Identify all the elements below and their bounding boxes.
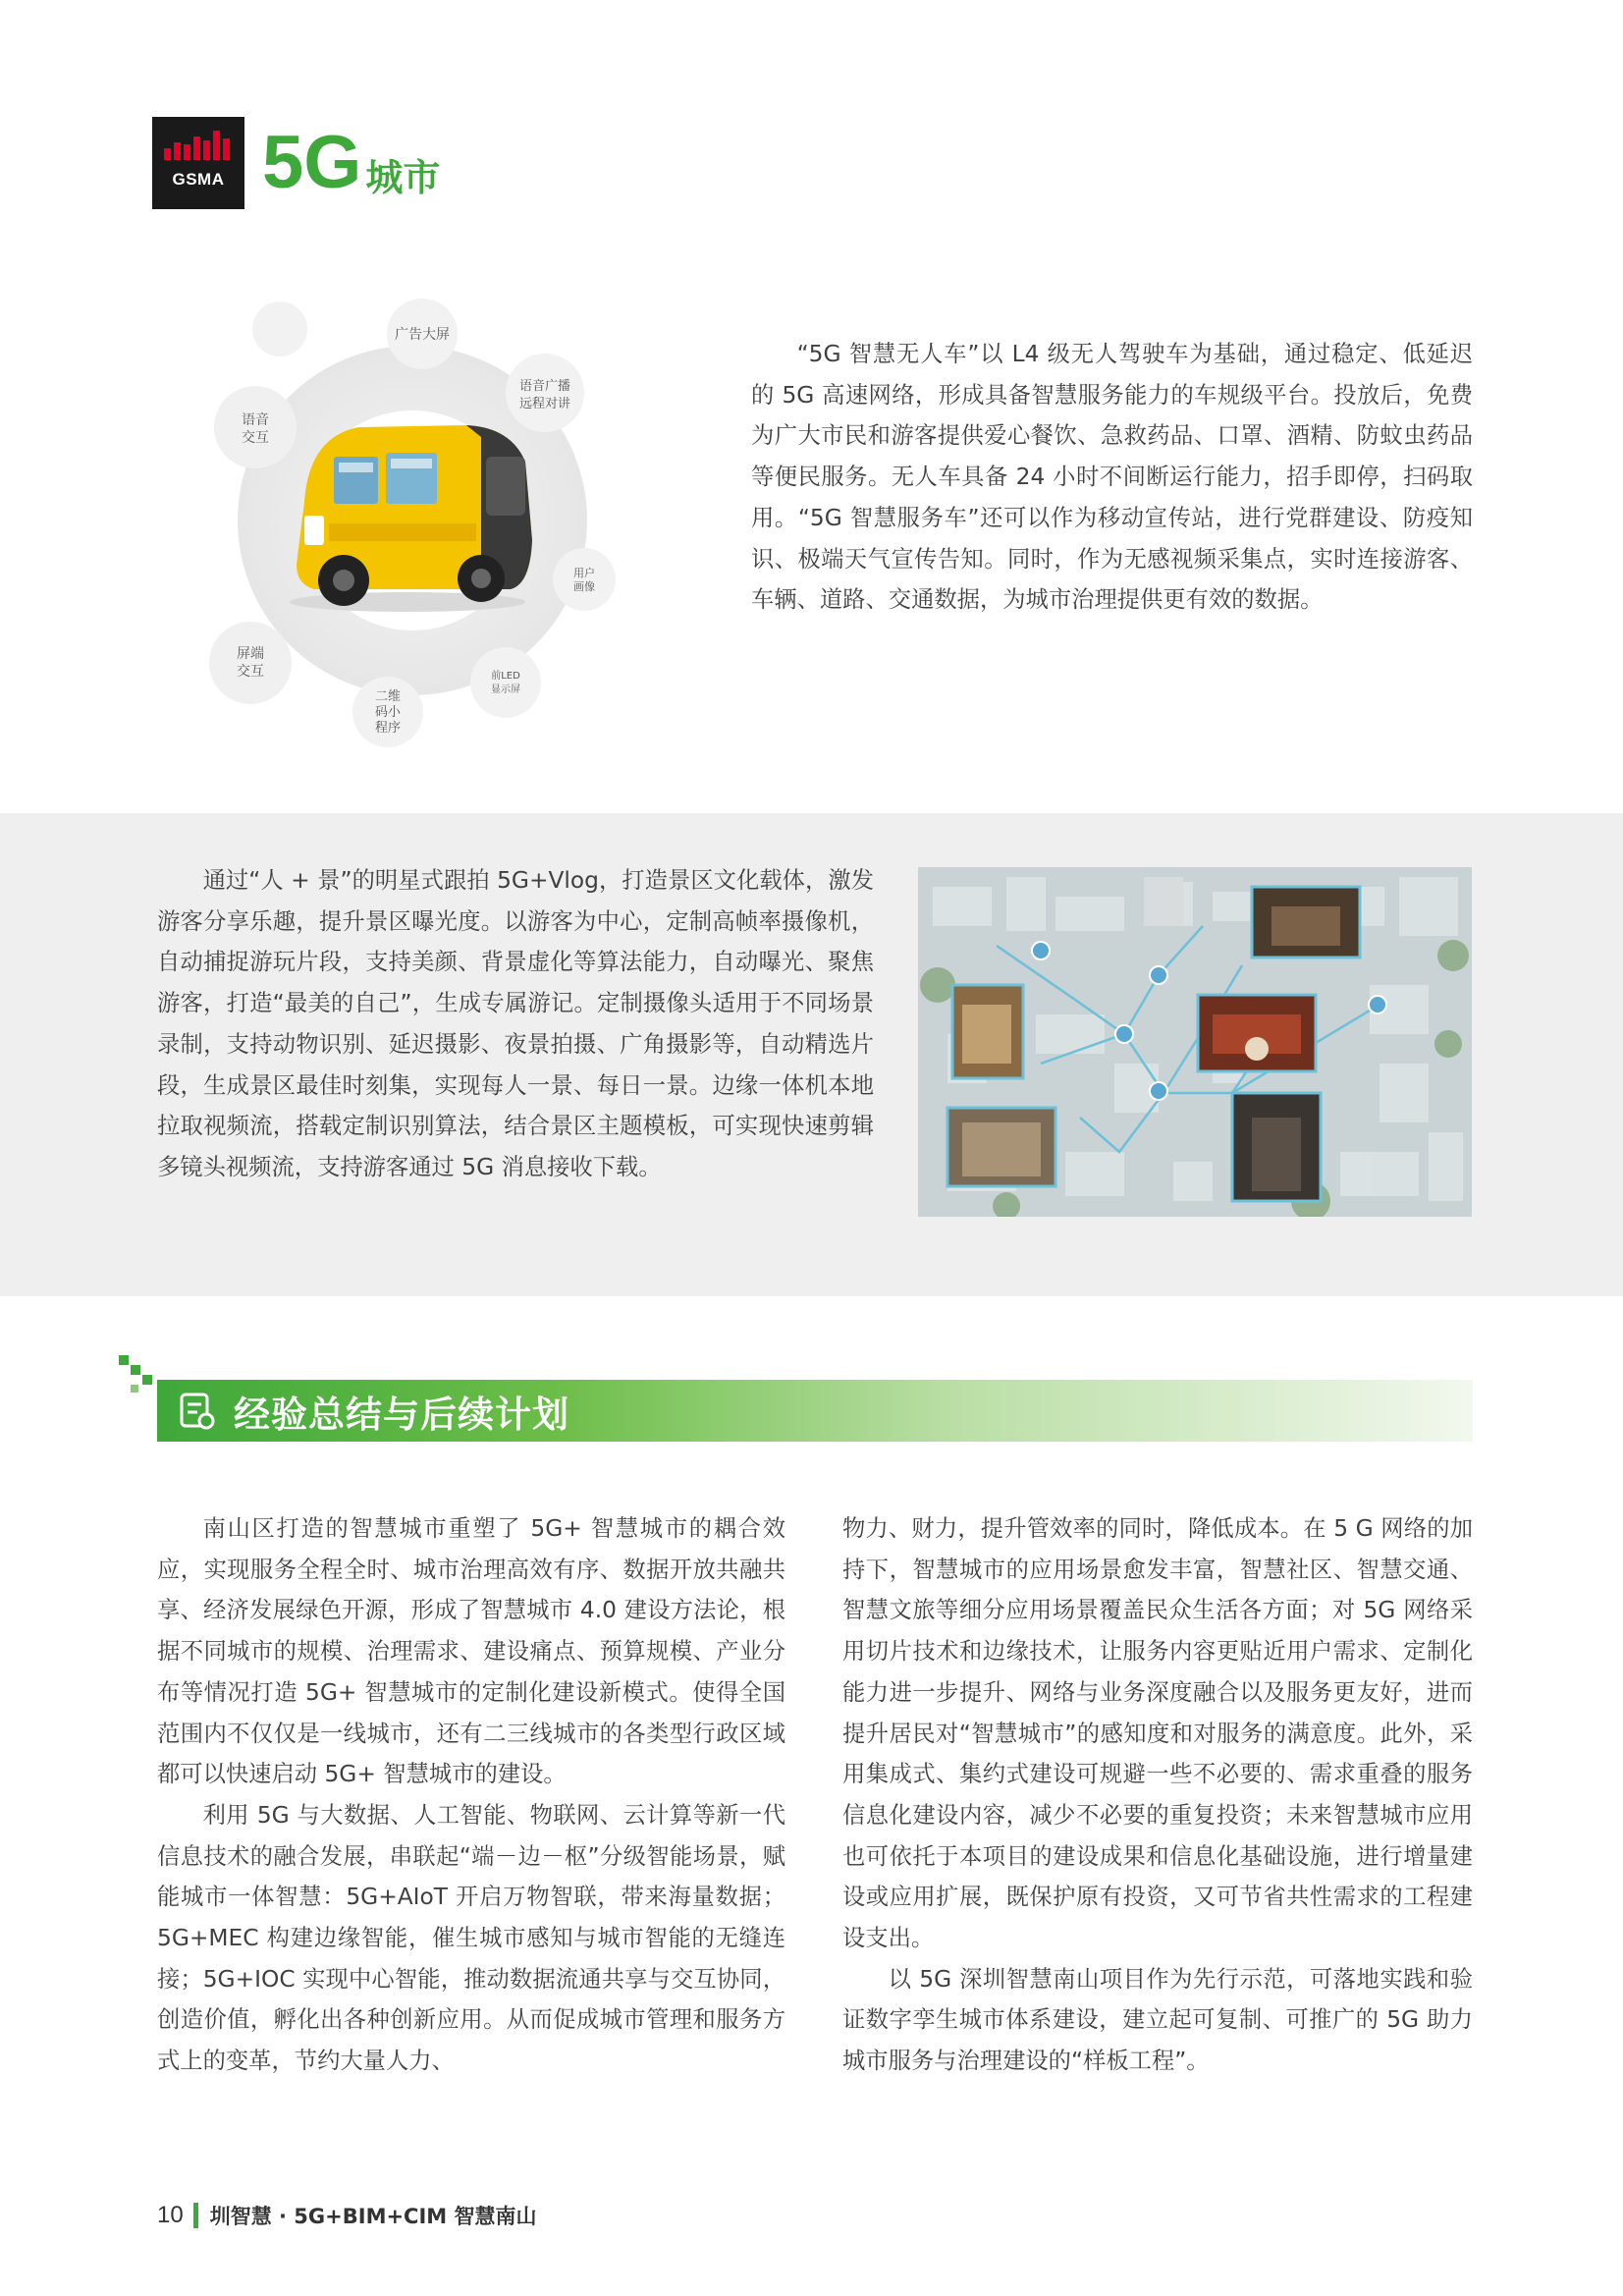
vlog-paragraph: 通过“人 + 景”的明星式跟拍 5G+Vlog，打造景区文化载体，激发游客分享乐趣，提升景区曝光度。以游客为中心，定制高帧率摄像机，自动捕捉游玩片段，支持美颜、背景虚化等算法能力，自动曝光、聚焦游客，打造“最美的自己”，生成专属游记。定制摄像头适用于不同场景录制，支持动物识别、延迟摄影、夜景拍摄、广角摄影等，自动精选片段，生成景区最佳时刻集，实现每人一景、每日一景。边缘一体机本地拉取视频流，搭载定制识别算法，结合景区主题模板，可实现快速剪辑多镜头视频流，支持游客通过 5G 消息接收下载。	[157, 867, 874, 1180]
label-voice-interact-1: 语音	[242, 412, 269, 428]
label-screen-interact-2: 交互	[237, 664, 264, 680]
footer-divider	[193, 2203, 198, 2228]
unmanned-vehicle-paragraph: “5G 智慧无人车”以 L4 级无人驾驶车为基础，通过稳定、低延迟的 5G 高速网络，形成具备智慧服务能力的车规级平台。投放后，免费为广大市民和游客提供爱心餐饮、急救药品、口罩、酒精、防蚊虫药品等便民服务。无人车具备 24 小时不间断运行能力，招手即停，扫码取用。“5G 智慧服务车”还可以作为移动宣传站，进行党群建设、防疫知识、极端天气宣传告知。同时，作为无感视频采集点，实时连接游客、车辆、道路、交通数据，为城市治理提供更有效的数据。	[751, 341, 1473, 614]
label-led-1: 前LED	[491, 671, 520, 682]
gsma-bars-icon	[162, 131, 235, 160]
bubble-user-portrait	[553, 548, 616, 611]
brand-5g: 5G	[262, 121, 362, 204]
brand-city: 城市	[365, 155, 441, 199]
label-voice-broadcast-2: 远程对讲	[518, 397, 571, 411]
summary-left-column	[157, 1508, 785, 2082]
label-qr-1: 二维	[374, 689, 402, 704]
label-ad-screen: 广告大屏	[395, 327, 450, 343]
label-qr-3: 程序	[374, 721, 402, 736]
document-summary-icon	[179, 1392, 216, 1431]
page-header	[152, 116, 440, 210]
gsma-logo	[152, 117, 244, 209]
section-header-bar	[157, 1380, 1473, 1442]
summary-right-paragraph-2: 以 5G 深圳智慧南山项目作为先行示范，可落地实践和验证数字孪生城市体系建设，建立起可复制、可推广的 5G 助力城市服务与治理建设的“样板工程”。	[842, 1965, 1473, 2075]
section-title: 经验总结与后续计划	[234, 1393, 569, 1436]
page-number: 10	[157, 2202, 184, 2228]
bubble-led	[470, 647, 541, 718]
summary-left-paragraph-1: 南山区打造的智慧城市重塑了 5G+ 智慧城市的耦合效应，实现服务全程全时、城市治理高效有序、数据开放共融共享、经济发展绿色开源，形成了智慧城市 4.0 建设方法论，根据不同城市的规模、治理需求、建设痛点、预算规模、产业分布等情况打造 5G+ 智慧城市的定制化建设新模式。使得全国范围内不仅仅是一线城市，还有二三线城市的各类型行政区域都可以快速启动 5G+ 智慧城市的建设。	[157, 1515, 785, 1788]
bubble-screen-interact	[209, 622, 292, 704]
scenic-area-map-image	[918, 867, 1472, 1217]
label-voice-broadcast-1: 语音广播	[518, 379, 571, 394]
unmanned-vehicle-diagram	[187, 290, 628, 751]
label-screen-interact-1: 屏端	[237, 646, 264, 662]
summary-right-paragraph-1: 物力、财力，提升管效率的同时，降低成本。在 5 G 网络的加持下，智慧城市的应用场景愈发丰富，智慧社区、智慧交通、智慧文旅等细分应用场景覆盖民众生活各方面；对 5G 网络采用切片技术和边缘技术，让服务内容更贴近用户需求、定制化能力进一步提升、网络与业务深度融合以及服务更友好，进而提升居民对“智慧城市”的感知度和对服务的满意度。此外，采用集成式、集约式建设可规避一些不必要的、需求重叠的服务信息化建设内容，减少不必要的重复投资；未来智慧城市应用也可依托于本项目的建设成果和信息化基础设施，进行增量建设或应用扩展，既保护原有投资，又可节省共性需求的工程建设支出。	[842, 1515, 1473, 1952]
gsma-logo-text: GSMA	[172, 170, 225, 189]
summary-left-paragraph-2: 利用 5G 与大数据、人工智能、物联网、云计算等新一代信息技术的融合发展，串联起“端－边－枢”分级智能场景，赋能城市一体智慧：5G+AIoT 开启万物智联，带来海量数据；5G+MEC 构建边缘智能，催生城市感知与城市智能的无缝连接；5G+IOC 实现中心智能，推动数据流通共享与交互协同，创造价值，孵化出各种创新应用。从而促成城市管理和服务方式上的变革，节约大量人力、	[157, 1801, 785, 2075]
section-pixel-decoration	[119, 1355, 162, 1404]
label-user-portrait-2: 画像	[573, 580, 595, 593]
label-led-2: 显示屏	[491, 684, 520, 695]
footer-publication-title: 圳智慧 · 5G+BIM+CIM 智慧南山	[209, 2205, 537, 2228]
vlog-text	[157, 860, 874, 1188]
yellow-vehicle-icon	[290, 425, 532, 612]
page-footer	[157, 2201, 537, 2230]
label-voice-interact-2: 交互	[242, 430, 269, 446]
summary-right-column	[842, 1508, 1473, 2082]
bubble-decor	[252, 301, 307, 356]
label-qr-2: 码小	[374, 705, 402, 720]
label-user-portrait-1: 用户	[573, 567, 595, 579]
unmanned-vehicle-text	[751, 334, 1473, 621]
